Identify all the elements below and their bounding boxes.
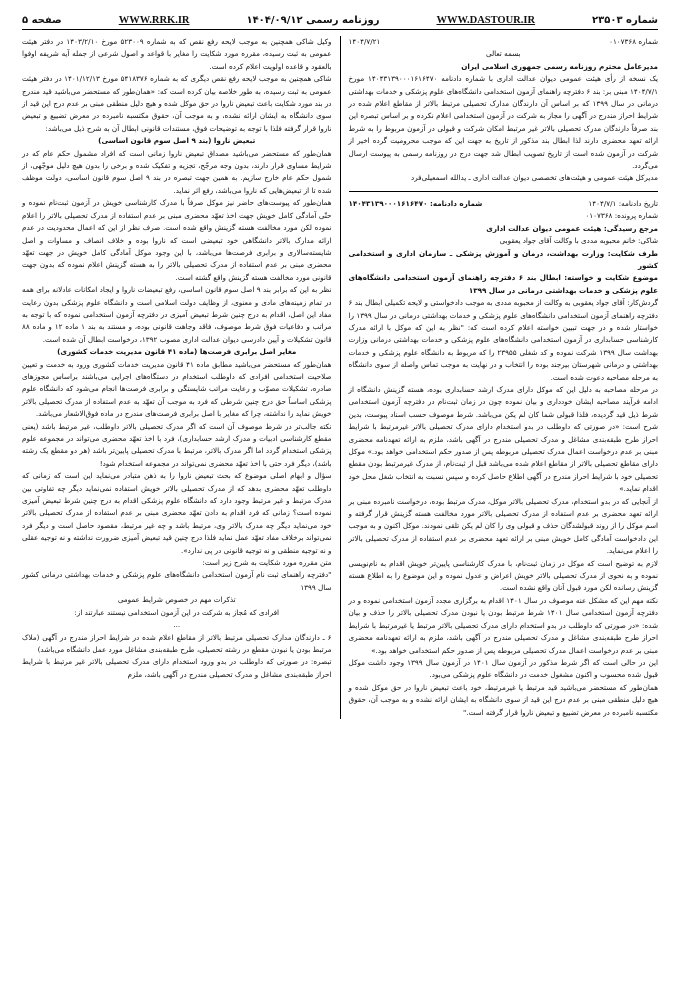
plaintiff: شاکی: خانم محبوبه مددی با وکالت آقای جواد یعقوبی	[499, 236, 658, 246]
paragraph: در مرحله مصاحبه به دلیل این که موکل دارای مدرک ارشد حسابداری بوده، هسته گزینش دانشگاه از ادامه فرآیند مصاحبه ایشان خودداری و بیان نموده چون در زمان ثبت‌نام در دفترچه آزمون استخدامی شرط ذیل قید گردیده، فلذا قبولی شما کان لم یکن می‌باشد. شرط موصوف حسب اسناد پیوست، بدین شرح است: «در صورتی که داوطلب در بدو استخدام دارای مدرک تحصیلی بالاتر غیرمرتبط با شرایط احراز طرح طبقه‌بندی مشاغل و مدرک تحصیلی مندرج در آگهی باشد، ملزم به ارائه تعهدنامه محضری مبنی بر عدم درخواست اعمال مدرک تحصیلی مربوطه پس از صدور حکم استخدامی خواهد بود.» موکل دارای مقاطع تحصیلی بالاتر از مقاطع اعلام شده می‌باشد قبل از ثبت‌نام، از مدرک غیرمرتبط بودن مقطع تحصیلی خود با شرایط احراز مندرج در آگهی اطلاع حاصل کرده و سپس نسبت به انتخاب شغل محل خود اقدام نماید.»	[348, 384, 658, 494]
bismillah: بسمه تعالی	[485, 49, 521, 59]
paragraph: همان‌طور که مستحضر می‌باشید مصداق تبعیض ناروا زمانی است که افراد مشمول حکم عام که در شرایط مساوی قرار دارند، بدون وجه مرجّح، تجزیه و تفکیک شده و برخی را بدون هیچ دلیل موجّهی، از شمول حکم عام خارج سازیم. به همین جهت تبصره در بند ۹ اصل سوم قانون اساسی، دولت موظف شده تا از تبعیض‌هایی که ناروا می‌باشد، رفع اثر نماید.	[22, 148, 332, 195]
subheading: مغایر اصل برابری فرصت‌ها (ماده ۴۱ قانون مدیریت خدمات کشوری)	[57, 347, 297, 357]
ruling-date: تاریخ دادنامه: ۱۴۰۴/۷/۱	[588, 198, 658, 208]
paragraph: از آنجایی که در بدو استخدام، مدرک تحصیلی بالاتر موکل، مدرک مرتبط بوده، درخواست نامبرده مبنی بر ارائه تعهد محضری بر عدم استفاده از مدرک تحصیلی بالاتر مورد مخالفت هسته گزینش قرار گرفته و اسم موکل را از روند قبولشدگان حذف و قبولی وی را کان لم یکن تلقی نمودند. موکل اکنون و به موجب این دادخواست آمادگی کامل خویش مبنی بر ارائه تعهد محضری بر عدم استفاده از مدرک تحصیلی بالاتر را اعلام می‌نماید.	[348, 496, 658, 556]
letter-body: یک نسخه از رأی هیئت عمومی دیوان عدالت اداری با شماره دادنامه ۱۴۰۴۳۱۳۹۰۰۰۱۶۱۶۴۷۰ مورخ ۱۴۰۴/۷/۱ مبنی بر: بند ۶ دفترچه راهنمای آزمون استخدامی دانشگاه‌های علوم پزشکی و خدمات بهداشتی درمانی در سال ۱۳۹۹ که بر اساس آن دارندگان مدارک تحصیلی مرتبط بالاتر از مقاطع اعلام شده در شرایط احراز مندرج در آگهی را مجاز به شرکت در آزمون استخدامی اعلام نکرده و بر اساس تبصره این بند صرفاً دارندگان مدرک تحصیلی بالاتر غیر مرتبط امکان شرکت و قبولی در آزمون مربوط را به شرط ارائه تعهد محضری دارند لذا ابطال بند مذکور از تاریخ به جهت این که موجب محرومیت گرده اخیر از شرکت در آزمون شده است از تاریخ تصویب ابطال شد جهت درج در روزنامه رسمی به پیوست ارسال می‌گردد.	[348, 74, 659, 171]
complaint-subject: موضوع شکایت و خواسته: ابطال بند ۶ دفترچه راهنمای آزمون استخدامی دانشگاه‌های علوم پزشکی و خدمات بهداشتی درمانی در سال ۱۳۹۹	[348, 273, 658, 295]
letter-number: شماره ۰۱۰۷۳۶۸	[609, 37, 658, 46]
issue-number: شماره ۲۳۵۰۳	[592, 15, 658, 26]
paragraph: لازم به توضیح است که موکل در زمان ثبت‌نام، با مدرک کارشناسی پایین‌تر خویش اقدام به نام‌نویسی نموده و به نحوی از مدرک تحصیلی بالاتر خویش اعراض و عدول نموده و این موضوع را به اطلاع هسته گزینش رسانده لکن مورد قبول آنان واقع نشده است.	[348, 558, 658, 593]
page-header	[22, 8, 658, 26]
paragraph: متن مقرره مورد شکایت به شرح زیر است:	[202, 558, 332, 568]
paragraph: نکته مهم این که مشکل عنه موصوف در سال ۱۴۰۱ اقدام به برگزاری مجدد آزمون استخدامی نموده و در دفترچه آزمون استخدامی سال ۱۴۰۱ شرط مرتبط بودن یا نبودن مدرک تحصیلی بالاتر را حذف و بیان شده: «در صورتی که داوطلب در بدو استخدام دارای مدرک تحصیلی بالاتر مرتبط یا غیرمرتبط با شرایط احراز طرح طبقه‌بندی مشاغل و مدرک تحصیلی مندرج در آگهی باشد، ملزم به ارائه تعهدنامه محضری مبنی بر عدم درخواست اعمال مدرک تحصیلی مربوطه پس از صدور حکم استخدامی خواهد بود.»	[348, 595, 658, 655]
ellipsis: ...	[173, 620, 181, 630]
letter-date: ۱۴۰۴/۷/۲۱	[348, 37, 381, 46]
paragraph: همان‌طور که مستحضر می‌باشید قید مرتبط یا غیرمرتبط، خود باعث تبعیض ناروا در حق موکل شده و هیچ دلیل منطقی مبنی بر عدم درج این قید از سوی دانشگاه به ایشان ارائه نشده و به موجب آن، حقوق مکتسبه نامبرده در معرض تضییع و تبعیض ناروا قرار گرفته است."	[348, 682, 658, 717]
referral-authority: مرجع رسیدگی: هیئت عمومی دیوان عدالت اداری	[486, 223, 658, 233]
paragraph: نکته جالب‌تر در شرط موصوف آن است که اگر مدرک تحصیلی بالاتر داوطلب، غیر مرتبط باشد (یعنی مقطع کارشناسی ادبیات و مدرک ارشد حسابداری)، فرد با اخذ تعهّد محضری می‌تواند در مجموعه علوم پزشکی استخدام گردد اما اگر مدرک بالاتر، مرتبط با مدرک تحصیلی پایین‌تر باشد (هر دو مقطع یک رشته باشد)، دیگر فرد حتی با اخذ تعهّد محضری نمی‌تواند در مجموعه استخدام شود!	[22, 421, 332, 468]
paragraph: وکیل شاکی همچنین به موجب لایحه رفع نقص که به شماره ۵۲۳۰۰۹ مورخ ۱۴۰۳/۲/۱۰ در دفتر هیئت عمومی به ثبت رسیده، مقرره مورد شکایت را مغایر با قواعد و اصول شرعی از جمله آیه شریفه اوفوا بالعقود و قاعده اولویت اعلام کرده است.	[22, 37, 332, 71]
section-divider	[349, 191, 659, 192]
quoted-clause: ۶ ـ دارندگان مدارک تحصیلی مرتبط بالاتر از مقاطع اعلام شده در شرایط احراز مندرج در آگهی (ملاک مرتبط بودن یا نبودن مقطع در رشته تحصیلی، طرح طبقه‌بندی مشاغل مورد عمل دانشگاه می‌باشد)	[22, 632, 332, 654]
quoted-note: تبصره: در صورتی که داوطلب در بدو ورود استخدام دارای مدرک تحصیلی بالاتر غیر مرتبط با شرایط احراز طبقه‌بندی مشاغل و مدرک تحصیلی مندرج در آگهی باشد، ملزم	[22, 657, 332, 679]
page-number: صفحه ۵	[22, 15, 62, 26]
paragraph: همان‌طور که پیوست‌های حاضر نیز موکل صرفاً با مدرک کارشناسی خویش در آزمون ثبت‌نام نموده و حتّی آمادگی کامل خویش جهت اخذ تعهّد محضری مبنی بر عدم استفاده از مدرک تحصیلی بالاتر را اعلام نموده لکن مورد مخالفت هسته گزینش واقع شده است. صرف نظر از این که اعمال محدودیت در عدم ارائه مدارک بالاتر دانشگاهی خود تبعیضی است که ناروا بوده و خلاف انصاف و مساوات و اصل شایسته‌سالاری و برابری فرصت‌ها می‌باشد، با این وجود موکل آمادگی کامل خویش در جهت تعهّد محضری مبنی بر عدم استفاده از مدرک تحصیلی بالاتر را به هسته گزینش اعلام نموده که بدون جهت قانونی مورد مخالفت هسته گزینش واقع گشته است.	[22, 198, 332, 282]
paragraph: شاکی همچنین به موجب لایحه رفع نقص دیگری که به شماره ۵۴۱۸۳۷۶ مورخ ۱۴۰۱/۱۲/۱۳ در دفتر هیئت عمومی به ثبت رسیده، به طور خلاصه بیان کرده است که: «همان‌طور که مستحضر می‌باشید قید مندرج در بند مورد شکایت باعث تبعیض ناروا در حق موکل شده و هیچ دلیل منطقی مبنی بر عدم درج این قید از سوی دانشگاه به ایشان ارائه نشده، و به موجب آن، حقوق مکتسبه نامبرده در معرض تضییع و تبعیض ناروا قرار گرفته فلذا با توجه به توضیحات فوق، مستندات قانونی ابطال آن به شرح ذیل می‌باشد:	[22, 74, 332, 133]
workflow-paragraph: گردش‌کار: آقای جواد یعقوبی به وکالت از محبوبه مددی به موجب دادخواستی و لایحه تکمیلی ابطال بند ۶ دفترچه راهنمای آزمون استخدامی دانشگاه‌های علوم پزشکی و خدمات بهداشتی درمانی در سال ۱۳۹۹ را خواستار شده و در جهت تبیین خواسته اعلام کرده است که: "نظر به این که موکل با ارائه مدرک کارشناسی حسابداری در آزمون استخدامی دانشگاه‌های علوم پزشکی و خدمات بهداشتی درمانی وزارت بهداشت سال ۱۳۹۹ شرکت نموده و کد شغلی ۲۳۹۵۵ را که مربوط به دانشگاه علوم پزشکی و خدمات بهداشتی و درمانی شهرستان بیرجند بوده را انتخاب و در نهایت به موجب تماس واصله از سوی دانشگاه به مرحله مصاحبه دعوت شده است.	[348, 298, 658, 382]
right-column	[349, 36, 659, 719]
quoted-line: افرادی که مُجاز به شرکت در این آزمون استخدامی نیستند عبارتند از:	[74, 607, 280, 617]
column-divider	[340, 36, 341, 719]
paragraph: نظر به این که برابر بند ۹ اصل سوم قانون اساسی، رفع تبعیضات ناروا و ایجاد امکانات عادلانه برای همه در تمام زمینه‌های مادی و معنوی، از وظایف دولت اسلامی است و دانشگاه علوم پزشکی بدون رعایت مفاد این اصل، اقدام به درج چنین شرط تبعیض آمیزی در دفترچه آزمون استخدامی نموده که با توجه به مراتب و دفاعیات فوق شرط موصوف، فاقد وجاهت قانونی بوده، و مستند به بند ۱ ماده ۱۲ و ماده ۸۸ قانون تشکیلات و آیین دادرسی دیوان عدالت اداری مصوب ۱۳۹۲، درخواست ابطال آن شده است.	[22, 285, 332, 344]
paragraph: این در حالی است که اگر شرط مذکور در آزمون سال ۱۴۰۱ در آزمون سال ۱۳۹۹ وجود داشت موکل قبول شده محسوب و اکنون مشغول خدمت در دانشگاه علوم پزشکی می‌بود.	[348, 657, 658, 680]
letter-meta	[349, 36, 659, 48]
quoted-title: "دفترچه راهنمای ثبت نام آزمون استخدامی دانشگاه‌های علوم پزشکی و خدمات بهداشتی درمانی کشور سال ۱۳۹۹	[22, 570, 332, 592]
letter-signature: مدیرکل هیئت عمومی و هیئت‌های تخصصی دیوان عدالت اداری ـ یدالله اسمعیلی‌فرد	[411, 173, 658, 183]
header-divider	[22, 29, 658, 30]
letter-addressee: مدیرعامل محترم روزنامه رسمی جمهوری اسلامی ایران	[461, 61, 658, 71]
ruling-meta	[349, 198, 659, 210]
subheading: تبعیض ناروا (بند ۹ اصل سوم قانون اساسی)	[98, 136, 256, 146]
case-number: شماره پرونده: ۰۱۰۷۳۶۸	[585, 211, 658, 221]
columns	[22, 36, 658, 719]
dastour-link[interactable]: WWW.DASTOUR.IR	[436, 15, 536, 26]
newspaper-date: روزنامه رسمی ۱۴۰۴/۰۹/۱۲	[246, 15, 380, 26]
paragraph: سؤال و ابهام اصلی موضوع که بحث تبعیض ناروا را به ذهن متبادر می‌نماید این است که زمانی که داوطلب تعهّد محضری بدهد که از مدرک تحصیلی بالاتر خویش استفاده نمی‌نماید دیگر چه تفاوتی بین مدرک مرتبط و غیر مرتبط وجود دارد که دانشگاه علوم پزشکی اقدام به درج چنین شرط تبعیض آمیزی نموده است؟ زمانی که فرد اقدام به دادن تعهّد محضری مبنی بر عدم استفاده از مدرک تحصیلی بالاتر خود می‌نماید دیگر چه مدرک بالاتر وی، مرتبط باشد و چه غیر مرتبط، مقصود حاصل است و دیگر فرد نمی‌تواند برخلاف مفاد تعهّد عمل نماید فلذا درج چنین قید تبعیض آمیزی ضرورت نداشته و نه توجیه عقلی و نه توجیه منطقی و نه توجیه قانونی در پی ندارد».	[22, 471, 332, 555]
rrk-link[interactable]: WWW.RRK.IR	[118, 15, 190, 26]
paragraph: همان‌طور که مستحضر می‌باشید مطابق ماده ۴۱ قانون مدیریت خدمات کشوری ورود به خدمت و تعیین صلاحیت استخدامی افرادی که داوطلب استخدام در دستگاه‌های اجرایی می‌باشند براساس مجوزهای صادره، تشکیلات مصوّب و رعایت مراتب شایستگی و برابری فرصت‌ها انجام می‌شود که دانشگاه علوم پزشکی اساساً حق درج چنین شرطی که فرد به موجب آن تعهّد به عدم استفاده از مدرک تحصیلی بالاتر خویش نماید را نداشته، چرا که مغایر با اصل برابری فرصت‌های مندرج در ماده فوق‌الاشعار می‌باشد.	[22, 359, 332, 419]
defendant: طرف شکایت: وزارت بهداشت، درمان و آموزش پزشکی ـ سازمان اداری و استخدامی کشور	[348, 248, 658, 270]
ruling-number: شماره دادنامه: ۱۴۰۴۳۱۳۹۰۰۰۱۶۱۶۴۷۰	[348, 198, 483, 208]
left-column	[22, 36, 332, 719]
quoted-heading: تذکرات مهم در خصوص شرایط عمومی	[117, 595, 236, 605]
